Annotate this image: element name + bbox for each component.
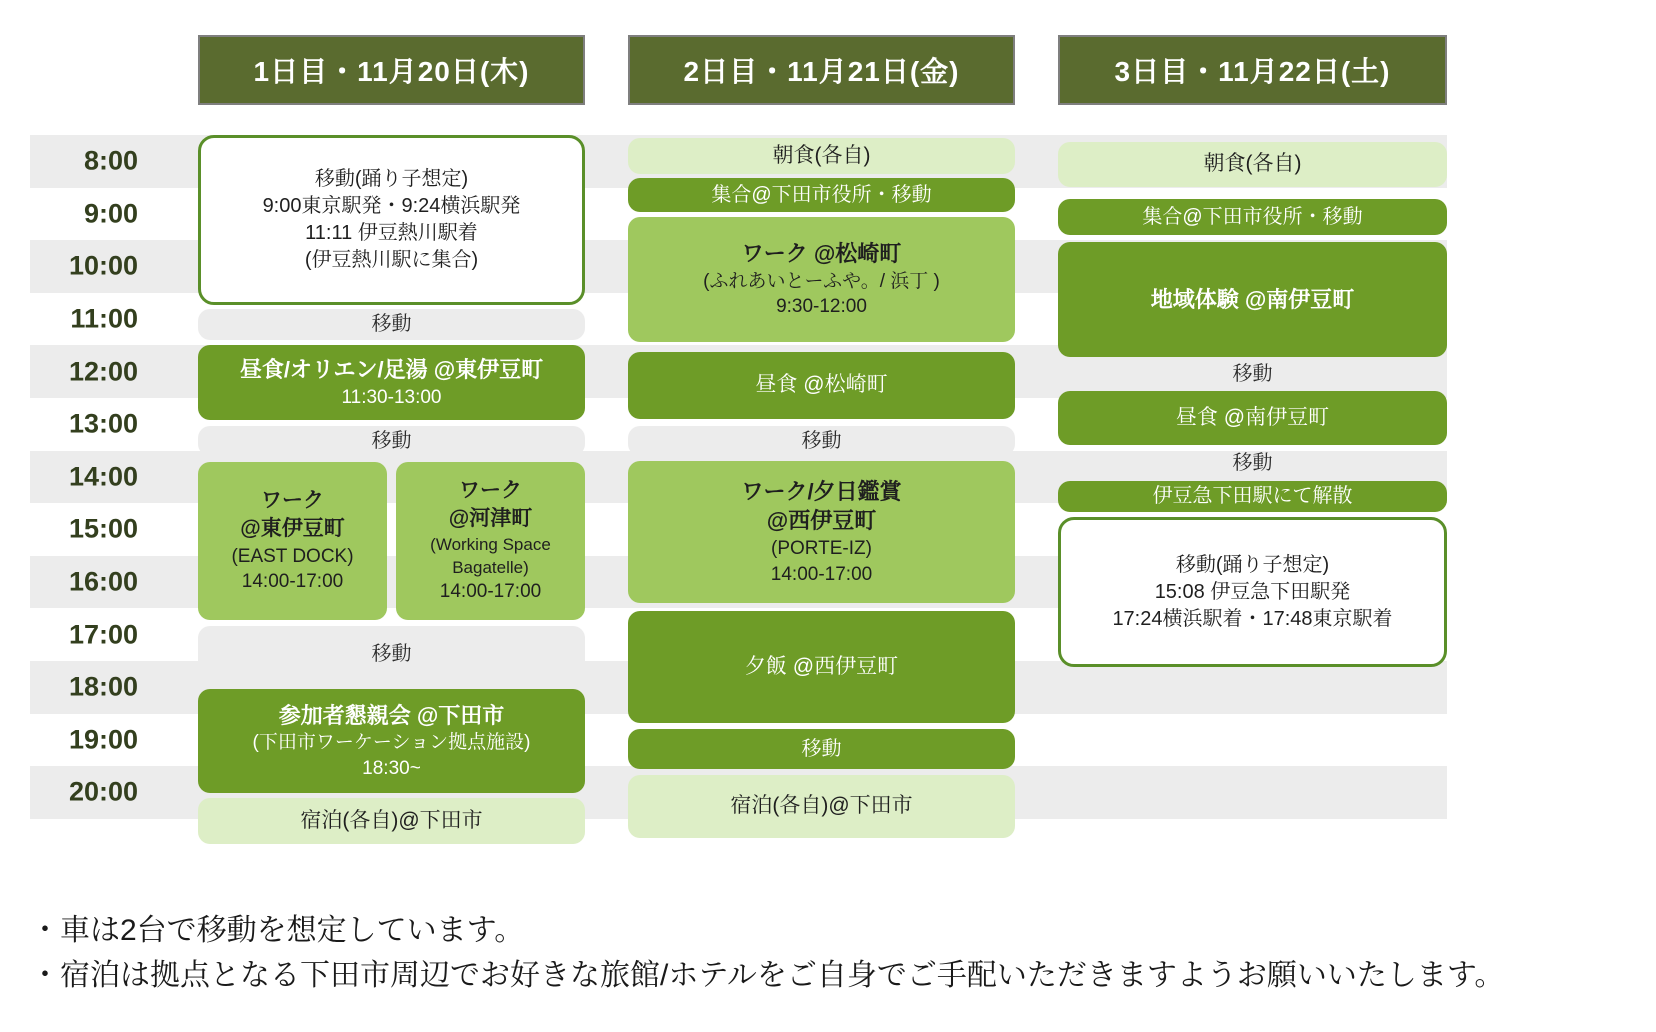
day3-dismiss: 伊豆急下田駅にて解散 [1058, 481, 1447, 512]
day1-lunch-orientation [198, 345, 585, 420]
day3-header: 3日目・11月22日(土) [1058, 35, 1447, 105]
day1-dinner-party [198, 689, 585, 793]
time-label: 10:00 [68, 250, 138, 281]
day2-breakfast: 朝食(各自) [628, 138, 1015, 174]
day2-stay: 宿泊(各自)@下田市 [628, 775, 1015, 838]
time-label: 16:00 [68, 566, 138, 597]
time-label: 13:00 [68, 408, 138, 439]
day3-gather: 集合@下田市役所・移動 [1058, 199, 1447, 235]
day1-move-3: 移動 [198, 626, 585, 683]
day3-local-experience: 地域体験 @南伊豆町 [1058, 242, 1447, 357]
day3-breakfast: 朝食(各自) [1058, 142, 1447, 187]
day2-header: 2日目・11月21日(金) [628, 35, 1015, 105]
day2-work-matsuzaki [628, 217, 1015, 342]
day3-move-2: 移動 [1058, 451, 1447, 476]
day2-gather: 集合@下田市役所・移動 [628, 178, 1015, 212]
travel-line: 17:24横浜駅着・17:48東京駅着 [1112, 607, 1393, 630]
day3-travel-box [1058, 517, 1447, 667]
block-subtitle: (PORTE-IZ) [771, 538, 872, 560]
day1-stay: 宿泊(各自)@下田市 [198, 798, 585, 844]
block-title: @西伊豆町 [766, 508, 877, 534]
day1-work-higashiizu [198, 462, 387, 620]
block-time: 11:30-13:00 [341, 386, 442, 408]
travel-line: (伊豆熱川駅に集合) [304, 249, 479, 271]
time-label: 12:00 [68, 356, 138, 387]
block-time: 9:30-12:00 [776, 296, 867, 318]
travel-line: 11:11 伊豆熱川駅着 [305, 222, 478, 244]
day2-lunch: 昼食 @松崎町 [628, 352, 1015, 419]
travel-line: 15:08 伊豆急下田駅発 [1154, 580, 1351, 603]
block-subtitle: (EAST DOCK) [231, 545, 354, 567]
time-label: 9:00 [83, 198, 138, 229]
day2-work-nishiizu [628, 461, 1015, 603]
block-title: ワーク [261, 489, 324, 513]
block-title: 参加者懇親会 @下田市 [278, 702, 505, 728]
travel-line: 9:00東京駅発・9:24横浜駅発 [262, 195, 521, 217]
time-label: 17:00 [68, 619, 138, 650]
footnote-lodging: ・宿泊は拠点となる下田市周辺でお好きな旅館/ホテルをご自身でご手配いただきますようお願いいたします。 [30, 959, 1505, 992]
block-title: 昼食/オリエン/足湯 @東伊豆町 [239, 356, 544, 382]
day2-dinner: 夕飯 @西伊豆町 [628, 611, 1015, 723]
time-label: 20:00 [68, 776, 138, 807]
footnote-cars: ・車は2台で移動を想定しています。 [30, 914, 525, 947]
travel-line: 移動(踊り子想定) [1175, 553, 1330, 576]
day2-move-1: 移動 [628, 426, 1015, 456]
day1-travel-box [198, 135, 585, 305]
block-title: @東伊豆町 [240, 517, 345, 541]
block-title: @河津町 [448, 507, 533, 531]
block-subtitle: (Working Space Bagatelle) [430, 534, 551, 577]
day1-move-2: 移動 [198, 426, 585, 456]
day1-work-kawazu [396, 462, 585, 620]
time-label: 14:00 [68, 461, 138, 492]
block-time: 14:00-17:00 [241, 571, 344, 593]
time-label: 15:00 [68, 513, 138, 544]
block-title: ワーク @松崎町 [741, 241, 902, 267]
time-label: 11:00 [70, 303, 138, 334]
time-label: 19:00 [68, 724, 138, 755]
day1-header: 1日目・11月20日(木) [198, 35, 585, 105]
day3-move-1: 移動 [1058, 362, 1447, 386]
day1-move-1: 移動 [198, 309, 585, 340]
block-title: ワーク [459, 478, 522, 502]
time-label: 18:00 [68, 671, 138, 702]
day2-move-2: 移動 [628, 729, 1015, 769]
travel-line: 移動(踊り子想定) [314, 168, 469, 190]
block-time: 18:30~ [362, 757, 421, 779]
block-title: ワーク/夕日鑑賞 [741, 478, 902, 504]
block-time: 14:00-17:00 [439, 581, 542, 603]
day3-lunch: 昼食 @南伊豆町 [1058, 391, 1447, 445]
block-subtitle: (ふれあいとーふや。/ 浜丁 ) [703, 270, 940, 292]
block-time: 14:00-17:00 [770, 563, 873, 585]
time-label: 8:00 [83, 145, 138, 176]
block-subtitle: (下田市ワーケーション拠点施設) [252, 732, 531, 754]
